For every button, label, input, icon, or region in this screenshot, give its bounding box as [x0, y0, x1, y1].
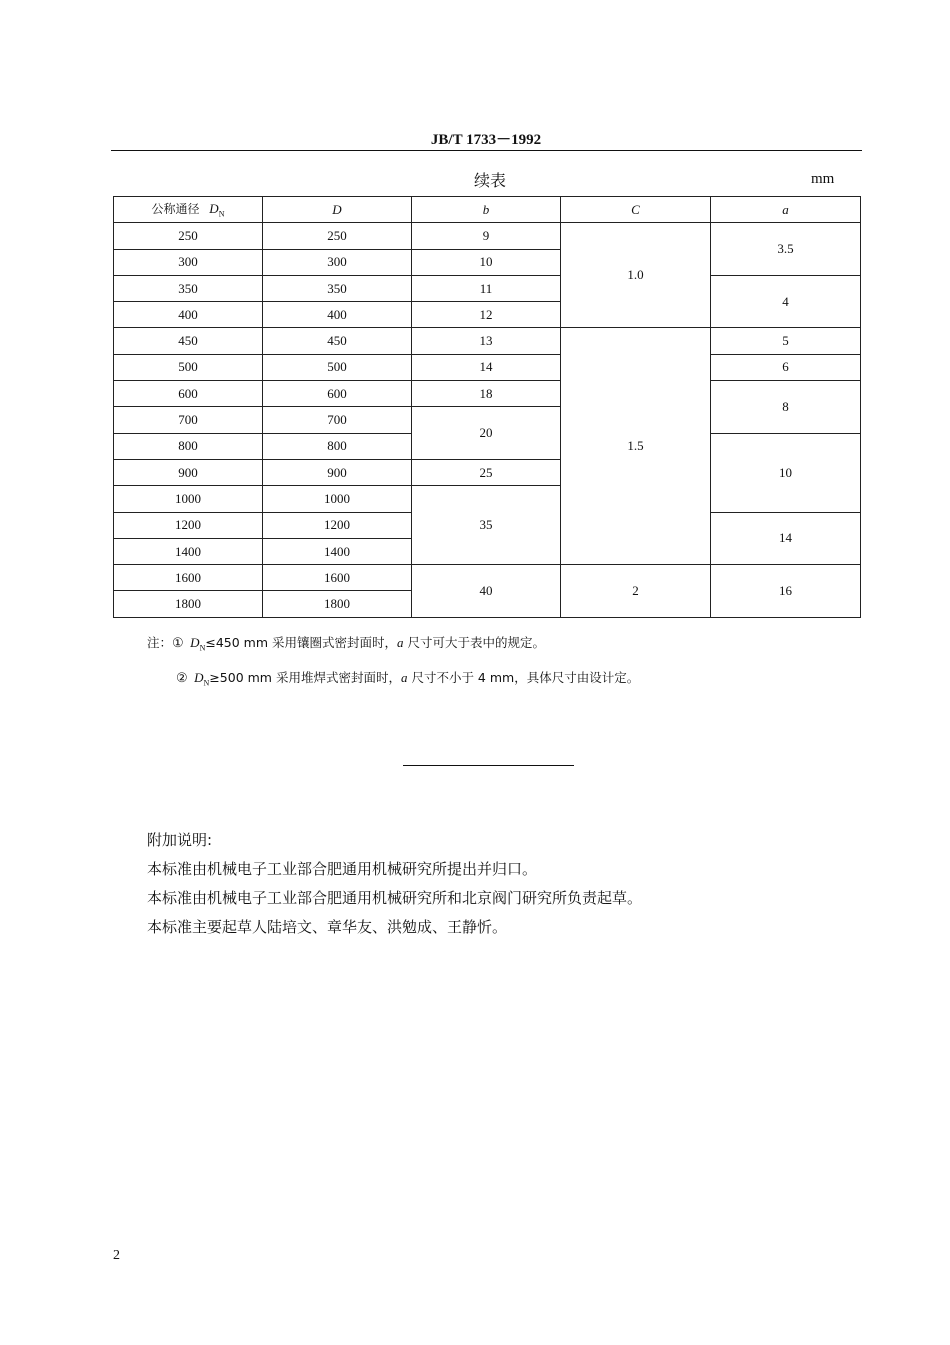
- appendix: [147, 826, 642, 942]
- cell-b: 9: [412, 223, 561, 249]
- header-d: D: [263, 197, 412, 223]
- page-number: 2: [113, 1248, 120, 1263]
- cell-dn: 1000: [114, 486, 263, 512]
- cell-d: 700: [263, 407, 412, 433]
- cell-dn: 1600: [114, 565, 263, 591]
- cell-dn: 900: [114, 459, 263, 485]
- cell-b: 18: [412, 381, 561, 407]
- cell-c: 1.5: [561, 328, 711, 565]
- dimension-table: [113, 196, 861, 618]
- standard-number: JB/T 1733－1992: [430, 132, 542, 148]
- cell-d: 800: [263, 433, 412, 459]
- cell-a: 5: [711, 328, 861, 354]
- cell-b: 20: [412, 407, 561, 460]
- cell-a: 4: [711, 275, 861, 328]
- appendix-line: 本标准由机械电子工业部合肥通用机械研究所和北京阀门研究所负责起草。: [147, 889, 643, 907]
- cell-a: 10: [711, 433, 861, 512]
- cell-a: 14: [711, 512, 861, 565]
- cell-dn: 400: [114, 302, 263, 328]
- cell-dn: 1800: [114, 591, 263, 617]
- header-b: b: [412, 197, 561, 223]
- cell-d: 500: [263, 354, 412, 380]
- cell-d: 1800: [263, 591, 412, 617]
- cell-d: 1200: [263, 512, 412, 538]
- cell-dn: 700: [114, 407, 263, 433]
- cell-d: 1400: [263, 538, 412, 564]
- cell-dn: 300: [114, 249, 263, 275]
- header-rule: [111, 150, 862, 151]
- cell-d: 350: [263, 275, 412, 301]
- appendix-line: 本标准主要起草人陆培文、章华友、洪勉成、王静忻。: [147, 918, 508, 936]
- cell-dn: 500: [114, 354, 263, 380]
- cell-b: 13: [412, 328, 561, 354]
- cell-d: 1600: [263, 565, 412, 591]
- table-row: [114, 565, 861, 591]
- cell-dn: 450: [114, 328, 263, 354]
- cell-dn: 350: [114, 275, 263, 301]
- table-caption: 续表: [474, 171, 507, 190]
- cell-dn: 800: [114, 433, 263, 459]
- cell-a: 16: [711, 565, 861, 618]
- cell-a: 3.5: [711, 223, 861, 276]
- cell-a: 8: [711, 381, 861, 434]
- end-rule: [403, 765, 574, 766]
- appendix-line: 本标准由机械电子工业部合肥通用机械研究所提出并归口。: [147, 860, 538, 878]
- cell-b: 11: [412, 275, 561, 301]
- note-1: 注：① $D_N\le 450$ mm 采用镶圈式密封面时，a 尺寸可大于表中的规定。: [147, 635, 545, 653]
- table-header-row: [114, 197, 861, 223]
- header-c: C: [561, 197, 711, 223]
- cell-dn: 600: [114, 381, 263, 407]
- header-a: a: [711, 197, 861, 223]
- cell-a: 6: [711, 354, 861, 380]
- cell-d: 1000: [263, 486, 412, 512]
- table-row: [114, 223, 861, 249]
- table-unit: mm: [811, 171, 835, 187]
- cell-d: 450: [263, 328, 412, 354]
- table-row: [114, 328, 861, 354]
- table-row: [114, 381, 861, 407]
- cell-d: 250: [263, 223, 412, 249]
- cell-b: 12: [412, 302, 561, 328]
- cell-d: 900: [263, 459, 412, 485]
- cell-dn: 1400: [114, 538, 263, 564]
- appendix-title: 附加说明:: [147, 831, 213, 849]
- cell-b: 25: [412, 459, 561, 485]
- cell-d: 400: [263, 302, 412, 328]
- cell-b: 40: [412, 565, 561, 618]
- table-notes: [147, 628, 639, 697]
- cell-d: 600: [263, 381, 412, 407]
- cell-c: 1.0: [561, 223, 711, 328]
- table-row: [114, 275, 861, 301]
- cell-dn: 250: [114, 223, 263, 249]
- cell-dn: 1200: [114, 512, 263, 538]
- cell-b: 14: [412, 354, 561, 380]
- cell-b: 35: [412, 486, 561, 565]
- cell-b: 10: [412, 249, 561, 275]
- cell-c: 2: [561, 565, 711, 618]
- note-2: ② $D_N\ge 500$ mm 采用堆焊式密封面时，a 尺寸不小于 4 mm，具体尺寸由设计定。: [176, 669, 640, 688]
- table-row: [114, 354, 861, 380]
- cell-d: 300: [263, 249, 412, 275]
- header-dn: 公称通径 $D_N$: [114, 197, 263, 223]
